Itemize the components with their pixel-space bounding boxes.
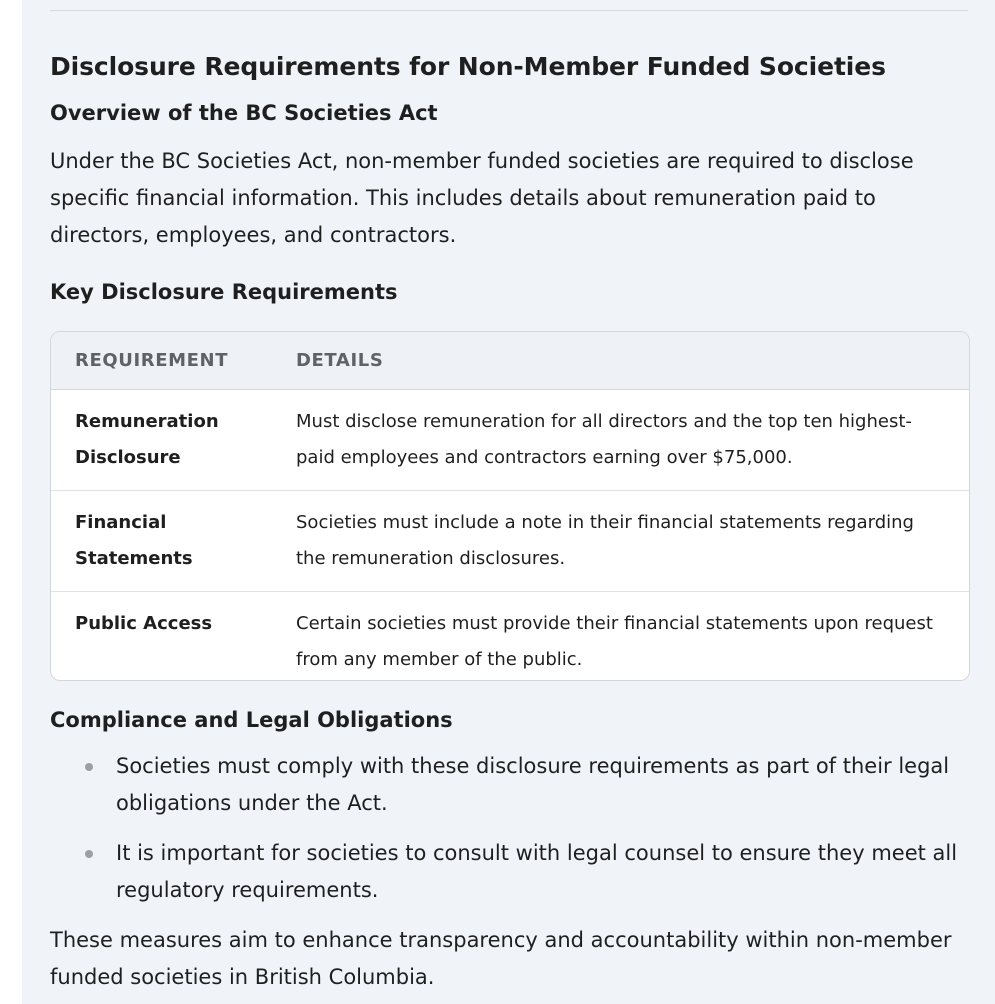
page-title: Disclosure Requirements for Non-Member Funded Societies xyxy=(50,52,886,81)
bullet-icon xyxy=(85,763,93,771)
requirement-cell: Remuneration Disclosure xyxy=(51,389,296,490)
requirement-cell: Public Access xyxy=(75,612,213,634)
list-item xyxy=(50,748,968,822)
compliance-list xyxy=(50,748,968,922)
closing-paragraph: These measures aim to enhance transparency and accountability within non-member funded societies in British Columbia. xyxy=(50,928,952,989)
table-row xyxy=(51,591,969,681)
column-header-details: DETAILS xyxy=(296,332,969,389)
table-row xyxy=(51,389,969,490)
list-item xyxy=(50,835,968,909)
column-header-requirement: REQUIREMENT xyxy=(51,332,296,389)
bullet-icon xyxy=(85,850,93,858)
details-cell: Societies must include a note in their financial statements regarding the remuneration disclosures. xyxy=(296,490,969,591)
key-requirements-heading: Key Disclosure Requirements xyxy=(50,280,398,304)
overview-heading: Overview of the BC Societies Act xyxy=(50,101,438,125)
requirement-cell: Financial Statements xyxy=(51,490,296,591)
overview-paragraph: Under the BC Societies Act, non-member funded societies are required to disclose specific financial information. This includes details about remuneration paid to directors, employees, and contractors. xyxy=(50,149,914,247)
list-item-text: Societies must comply with these disclosure requirements as part of their legal obligations under the Act. xyxy=(116,754,950,815)
divider xyxy=(50,10,968,11)
details-cell: Certain societies must provide their financial statements upon request from any member of the public. xyxy=(296,612,933,670)
details-cell: Must disclose remuneration for all directors and the top ten highest-paid employees and contractors earning over $75,000. xyxy=(296,389,969,490)
compliance-heading: Compliance and Legal Obligations xyxy=(50,708,453,732)
table-row xyxy=(51,490,969,591)
table-header-row xyxy=(51,332,969,389)
requirements-table xyxy=(50,331,970,681)
list-item-text: It is important for societies to consult with legal counsel to ensure they meet all regulatory requirements. xyxy=(116,841,958,902)
